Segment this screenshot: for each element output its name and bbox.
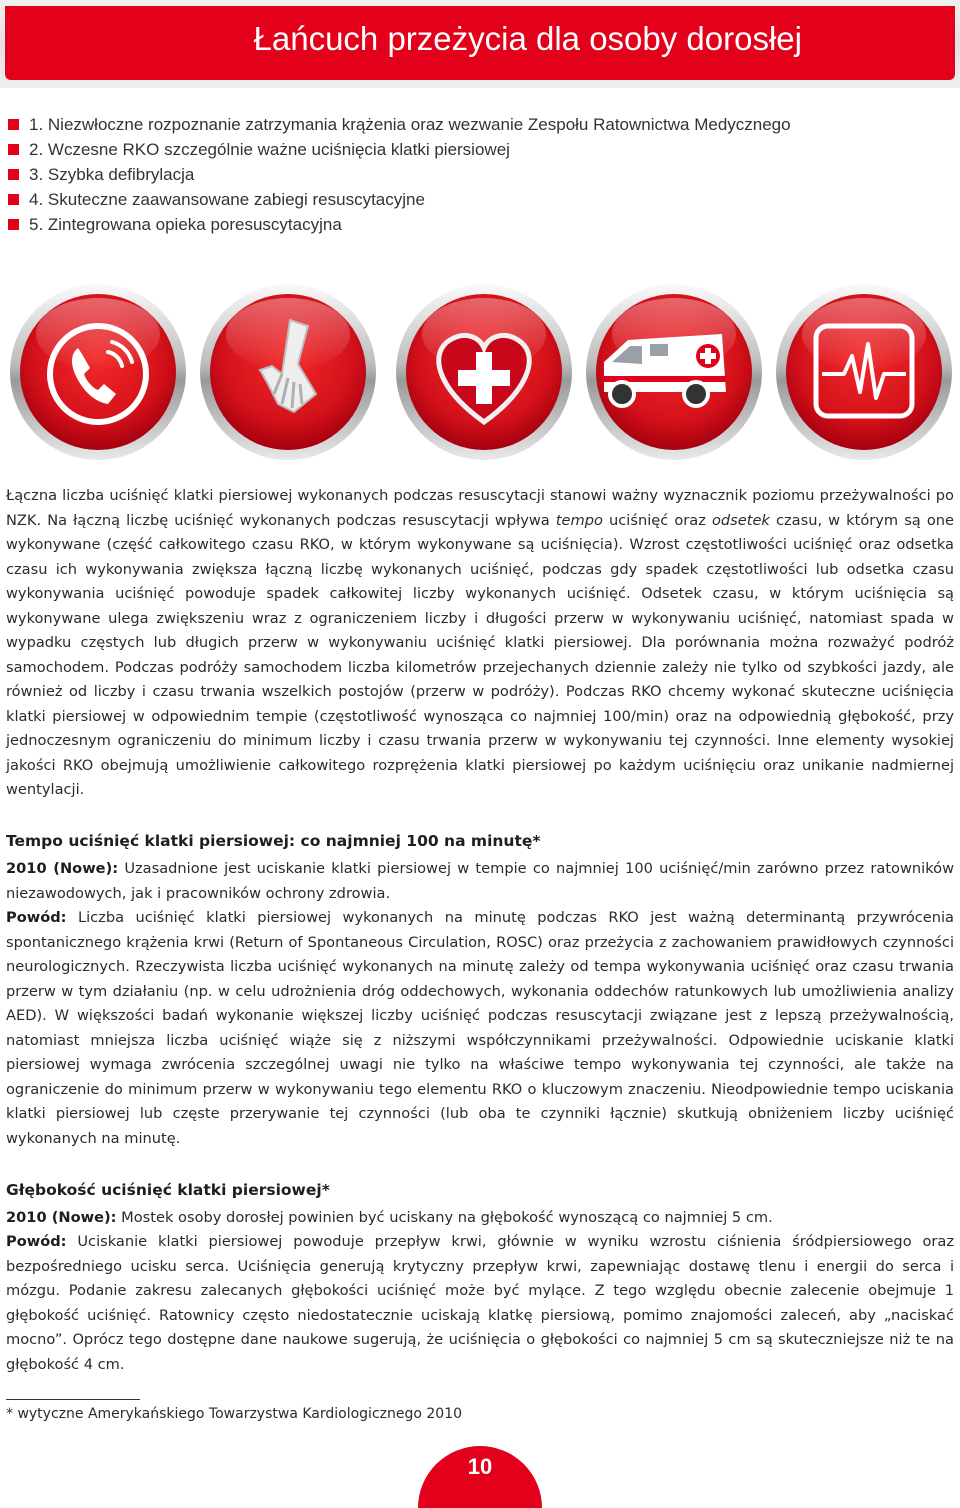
chain-icons-row (0, 282, 960, 462)
list-item: 2. Wczesne RKO szczególnie ważne uciśnięcia klatki piersiowej (8, 137, 791, 162)
footnote: * wytyczne Amerykańskiego Towarzystwa Kardiologicznego 2010 (6, 1406, 463, 1422)
rate-reason-paragraph: Powód: Liczba uciśnięć klatki piersiowej wykonanych na minutę podczas RKO jest ważną determinantą przywrócenia spontanicznego krążenia krwi (Return of Spontaneous Circulation, ROSC) oraz przeżycia z zachowaniem prawidłowych czynności neurologicznych. Rzeczywista liczba uciśnięć wykonanych na minutę zależy od tempa wykonywania uciśnięć oraz czasu trwania przerw w tym działaniu (np. w celu udrożnienia dróg oddechowych, wykonania oddechów ratunkowych lub umożliwienia analizy AED). W większości badań wykonanie większej liczby uciśnięć podczas resuscytacji związane jest z lepszą przeżywalnością, natomiast mniejsza liczba uciśnięć wiąże się z niższymi współczynnikami przeżywalności. Odpowiednie uciskanie klatki piersiowej wymaga zwrócenia szczególnej uwagi nie tylko na właściwe tempo wykonywania tej czynności, ale także na ograniczenie do minimum przerw w wykonywaniu tego elementu RKO o kluczowym znaczeniu. Nieodpowiednie tempo uciskania klatki piersiowej lub częste przerywanie tej czynności (lub oba te czynniki łącznie) skutkują obniżeniem liczby uciśnięć wykonanych na minutę. (6, 909, 954, 1147)
page-number: 10 (467, 1454, 493, 1479)
depth-reason-paragraph: Powód: Uciskanie klatki piersiowej powoduje przepływ krwi, głównie w wyniku wzrostu ciśnienia śródpiersiowego oraz bezpośredniego ucisku serca. Uciśnięcia generują krytyczny przepływ krwi, zapewniając dostawę tlenu i energii do serca i mózgu. Podanie zakresu zalecanych głębokości uciśnięć może być mylące. Z tego względu obecnie zalecenie obejmuje 1 głębokość uciśnięć. Ratownicy często niedostatecznie uciskają klatkę piersiową, pomimo znajomości zaleceń, aby „naciskać mocno”. Oprócz tego dostępne dane naukowe sugerują, że uciśnięcia o głębokości co najmniej 5 cm są skuteczniejsze niż te na głębokość 4 cm. (6, 1233, 954, 1373)
ecg-monitor-icon (774, 282, 954, 462)
rate-new-paragraph: 2010 (Nowe): Uzasadnione jest uciskanie klatki piersiowej w tempie co najmniej 100 uciśnięć/min zarówno przez ratowników niezawodowych, jak i pracowników ochrony zdrowia. (6, 860, 955, 902)
list-item: 1. Niezwłoczne rozpoznanie zatrzymania krążenia oraz wezwanie Zespołu Ratownictwa Medycznego (8, 112, 791, 137)
list-item: 5. Zintegrowana opieka poresuscytacyjna (8, 212, 791, 237)
section-heading-depth: Głębokość uciśnięć klatki piersiowej* (6, 1181, 330, 1199)
phone-icon (8, 282, 188, 462)
header-banner (0, 0, 960, 88)
heart-plus-icon (394, 282, 574, 462)
intro-paragraph: Łączna liczba uciśnięć klatki piersiowej wykonanych podczas resuscytacji stanowi ważny wyznacznik poziomu przeżywalności po NZK. Na łączną liczbę uciśnięć wykonanych podczas resuscytacji wpływa tempo uciśnięć oraz odsetek czasu, w którym są one wykonywane (część całkowitego czasu RKO, w którym wykonywane są uciśnięcia). Wzrost częstotliwości uciśnięć oraz odsetka czasu ich wykonywania zwiększa łączną liczbę wykonanych uciśnięć, podczas gdy spadek częstotliwości lub odsetka czasu wykonywania uciśnięć powoduje spadek całkowitej liczby wykonanych uciśnięć. Odsetek czasu, w którym uciśnięcia są wykonywane ulega zwiększeniu wraz z ograniczeniem liczby i długości przerw w wykonywaniu uciśnięć, natomiast spada w wypadku częstych lub długich przerw w wykonywaniu uciśnięć klatki piersiowej. Dla porównania można rozważyć podróż samochodem. Podczas podróży samochodem liczba kilometrów przejechanych dziennie zależy nie tylko od szybkości jazdy, ale również od liczby i czasu trwania wszelkich postojów (przerw w podróży). Podczas RKO chcemy wykonać skuteczne uciśnięcia klatki piersiowej w odpowiednim tempie (częstotliwość wynosząca co najmniej 100/min) oraz na odpowiednią głębokość, przy jednoczesnym ograniczeniu do minimum liczby i czasu trwania przerw w wykonywaniu tej czynności. Inne elementy wysokiej jakości RKO obejmują umożliwienie całkowitego rozprężenia klatki piersiowej po każdym uciśnięciu oraz unikanie nadmiernej wentylacji. (6, 487, 954, 798)
list-item: 4. Skuteczne zaawansowane zabiegi resuscytacyjne (8, 187, 791, 212)
bullet-square-icon (8, 194, 19, 205)
list-item: 3. Szybka defibrylacja (8, 162, 791, 187)
page-title: Łańcuch przeżycia dla osoby dorosłej (253, 20, 802, 57)
bullet-square-icon (8, 144, 19, 155)
bullet-square-icon (8, 169, 19, 180)
bullet-square-icon (8, 219, 19, 230)
bullet-square-icon (8, 119, 19, 130)
ambulance-icon (584, 282, 764, 462)
section-heading-rate: Tempo uciśnięć klatki piersiowej: co najmniej 100 na minutę* (6, 832, 541, 850)
footnote-divider (6, 1399, 140, 1400)
hands-compression-icon (198, 282, 378, 462)
depth-new-paragraph: 2010 (Nowe): Mostek osoby dorosłej powinien być uciskany na głębokość wynoszącą co najmniej 5 cm. (6, 1209, 773, 1226)
chain-steps-list (8, 112, 791, 237)
